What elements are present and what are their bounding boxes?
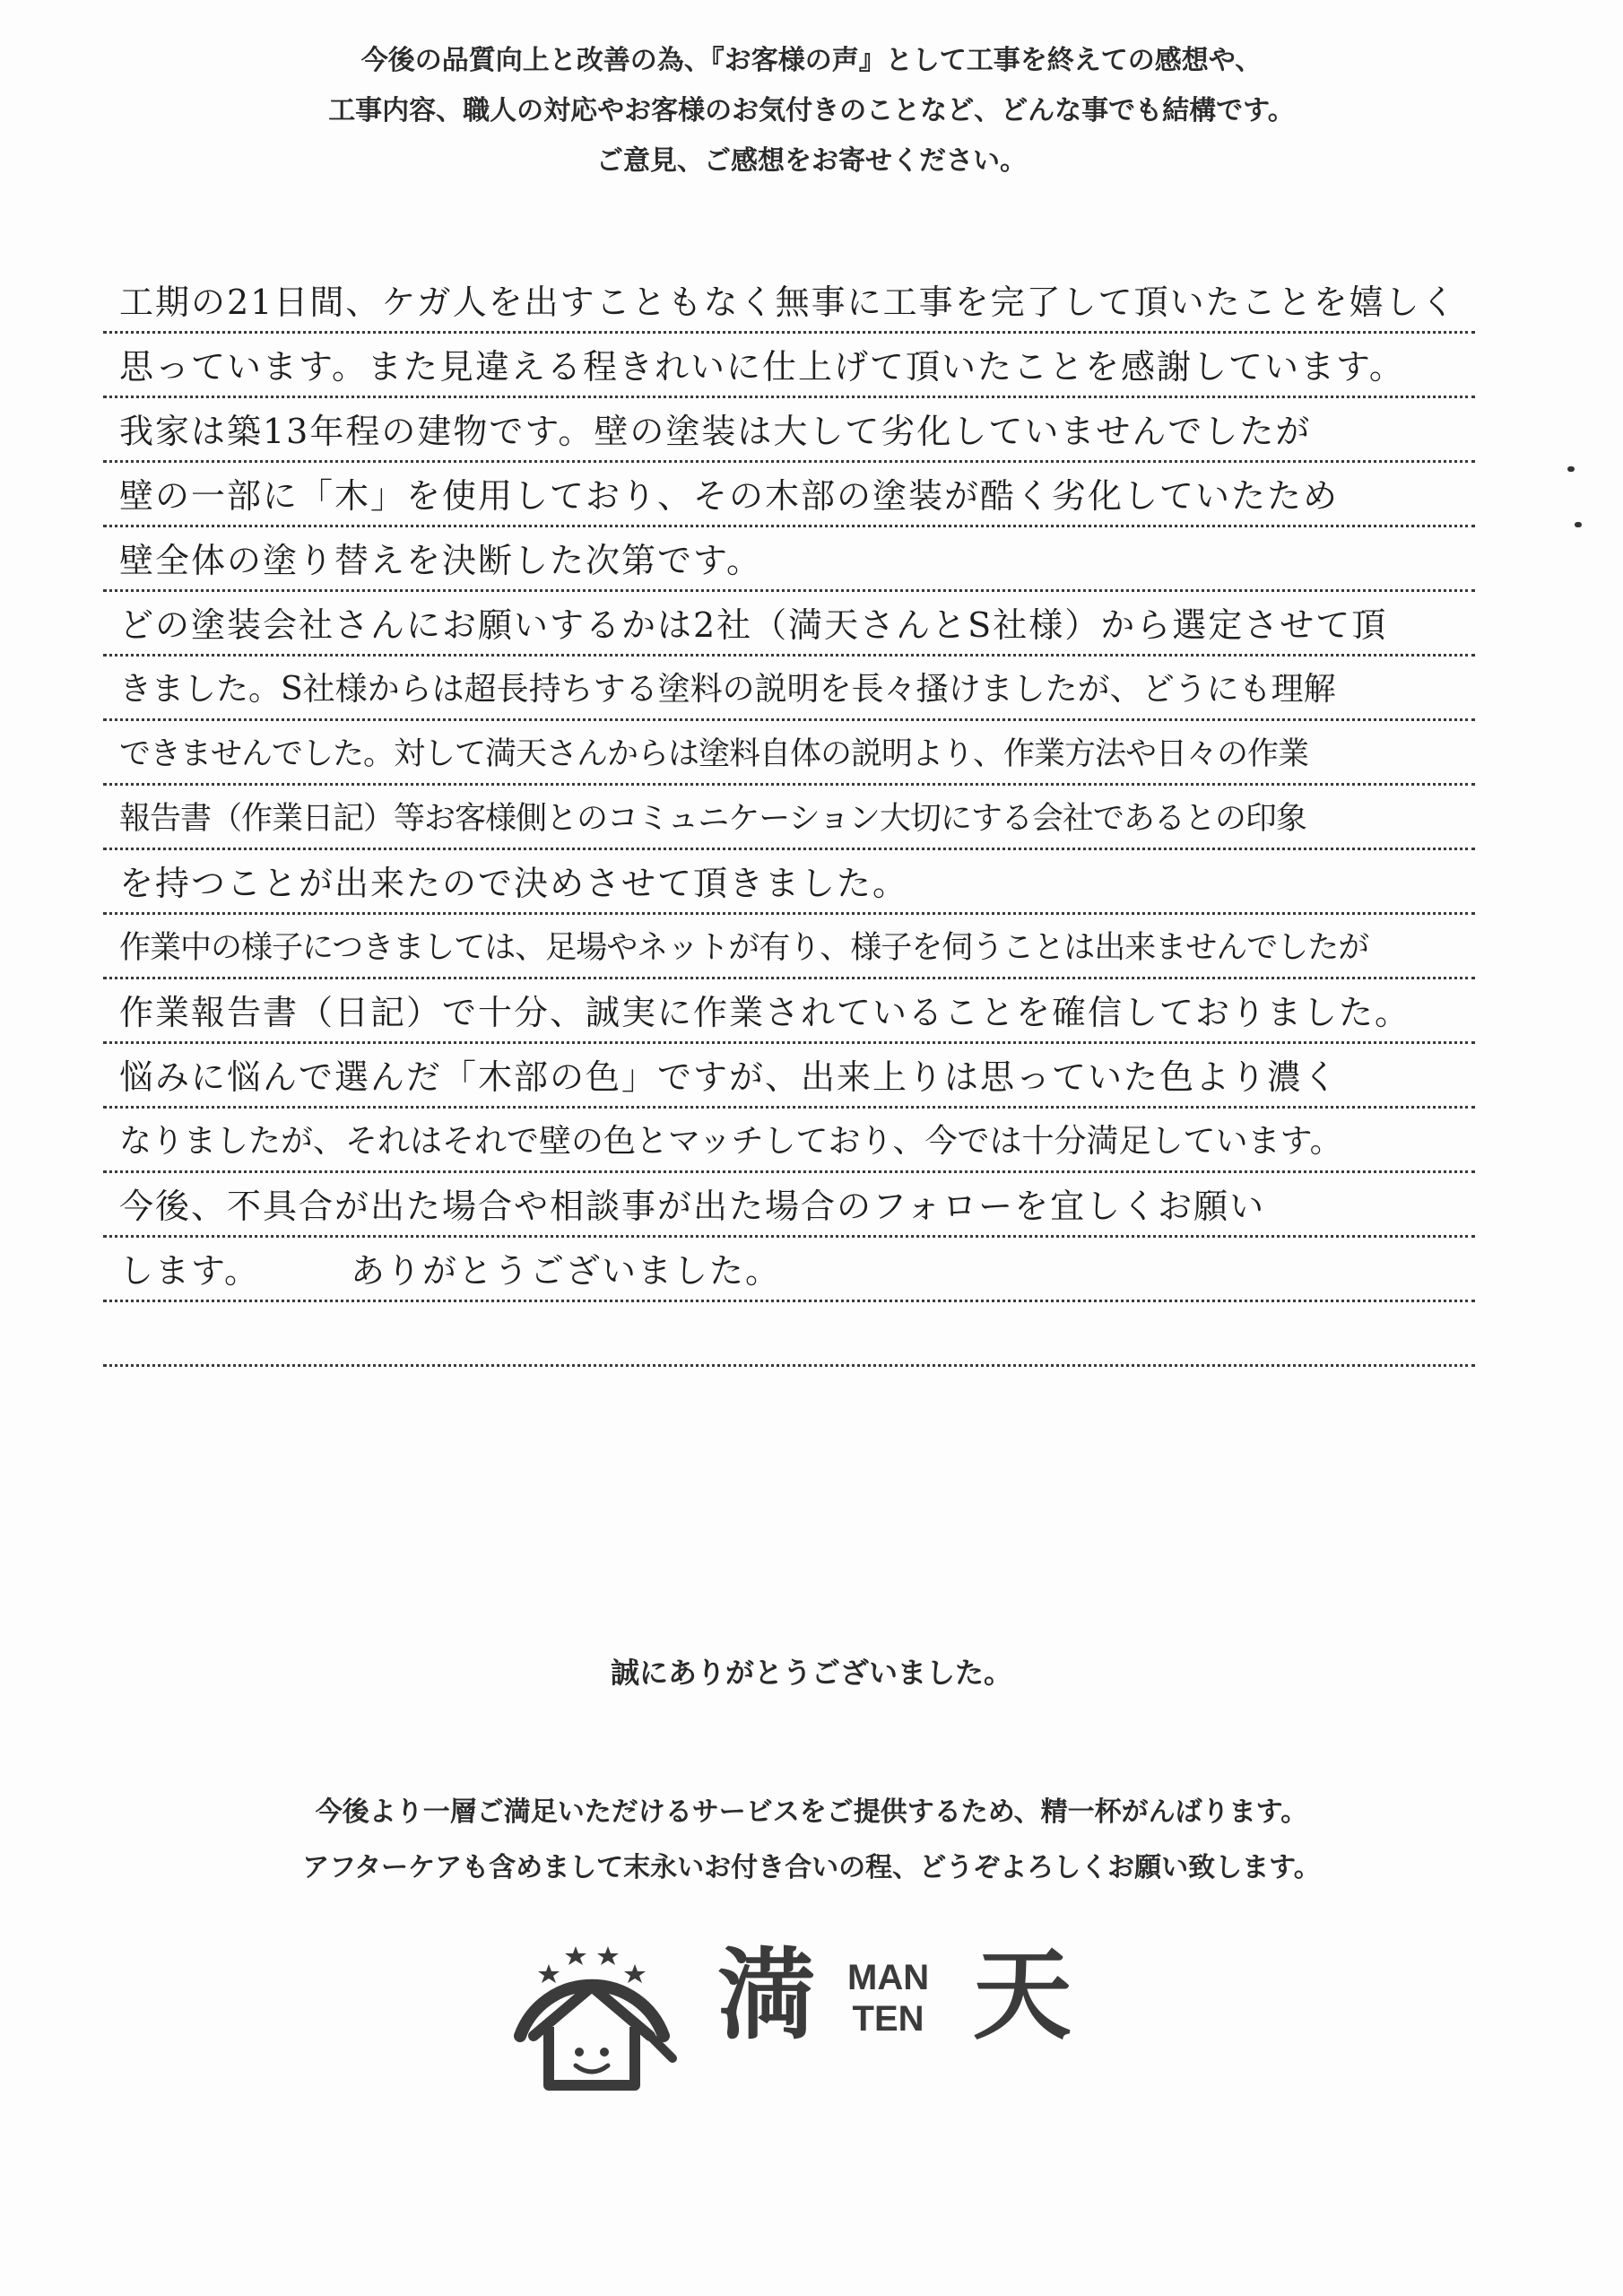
closing-message [0,1785,1623,1896]
letter-line-3: 我家は築13年程の建物です。壁の塗装は大して劣化していませんでしたが [103,398,1475,463]
letter-line-2: 思っています。また見違える程きれいに仕上げて頂いたことを感謝しています。 [103,334,1475,398]
handwritten-letter [103,269,1475,1367]
closing-line-2: アフターケアも含めまして末永いお付き合いの程、どうぞよろしくお願い致します。 [302,1852,1321,1883]
logo-kanji-ten: 天 [973,1938,1072,2053]
letter-line-10: を持つことが出来たので決めさせて頂きました。 [103,850,1475,915]
letter-line-15: 今後、不具合が出た場合や相談事が出た場合のフォローを宜しくお願い [103,1173,1475,1238]
letter-line-4: 壁の一部に「木」を使用しており、その木部の塗装が酷く劣化していたため [103,463,1475,527]
letter-line-7: きました。S社様からは超長持ちする塗料の説明を長々搔けましたが、どうにも理解 [103,657,1475,721]
scan-mark [1575,522,1582,527]
scan-mark [1567,466,1575,472]
instructions-line-2: 工事内容、職人の対応やお客様のお気付きのことなど、どんな事でも結構です。 [328,95,1295,126]
letter-line-11: 作業中の様子につきましては、足場やネットが有り、様子を伺うことは出来ませんでしたが [103,915,1475,979]
letter-line-5: 壁全体の塗り替えを決断した次第です。 [103,527,1475,592]
instructions-line-1: 今後の品質向上と改善の為、『お客様の声』として工事を終えての感想や、 [360,45,1263,76]
company-logo [493,1901,1139,2099]
letter-line-16: します。 ありがとうございました。 [103,1238,1475,1302]
letter-line-1: 工期の21日間、ケガ人を出すこともなく無事に工事を完了して頂いたことを嬉しく [103,269,1475,334]
closing-line-1: 今後より一層ご満足いただけるサービスをご提供するため、精一杯がんばります。 [315,1796,1308,1828]
letter-line-8: できませんでした。対して満天さんからは塗料自体の説明より、作業方法や日々の作業 [103,721,1475,786]
letter-line-6: どの塗装会社さんにお願いするかは2社（満天さんとS社様）から選定させて頂 [103,592,1475,657]
logo-en-ten: TEN [852,1999,924,2039]
logo-kanji-man: 満 [717,1938,816,2053]
letter-line-13: 悩みに悩んで選んだ「木部の色」ですが、出来上りは思っていた色より濃く [103,1044,1475,1109]
thank-you-message: 誠にありがとうございました。 [610,1656,1012,1690]
logo-en-man: MAN [847,1958,930,1997]
instructions-line-3: ご意見、ご感想をお寄せください。 [596,145,1027,177]
logo-english [847,1957,929,2039]
form-instructions [0,36,1623,187]
house-with-stars-logo-icon [493,1901,690,2099]
letter-line-14: なりましたが、それはそれで壁の色とマッチしており、今では十分満足しています。 [103,1109,1475,1173]
letter-line-9: 報告書（作業日記）等お客様側とのコミュニケーション大切にする会社であるとの印象 [103,786,1475,850]
letter-line-17 [103,1302,1475,1367]
letter-line-12: 作業報告書（日記）で十分、誠実に作業されていることを確信しておりました。 [103,979,1475,1044]
